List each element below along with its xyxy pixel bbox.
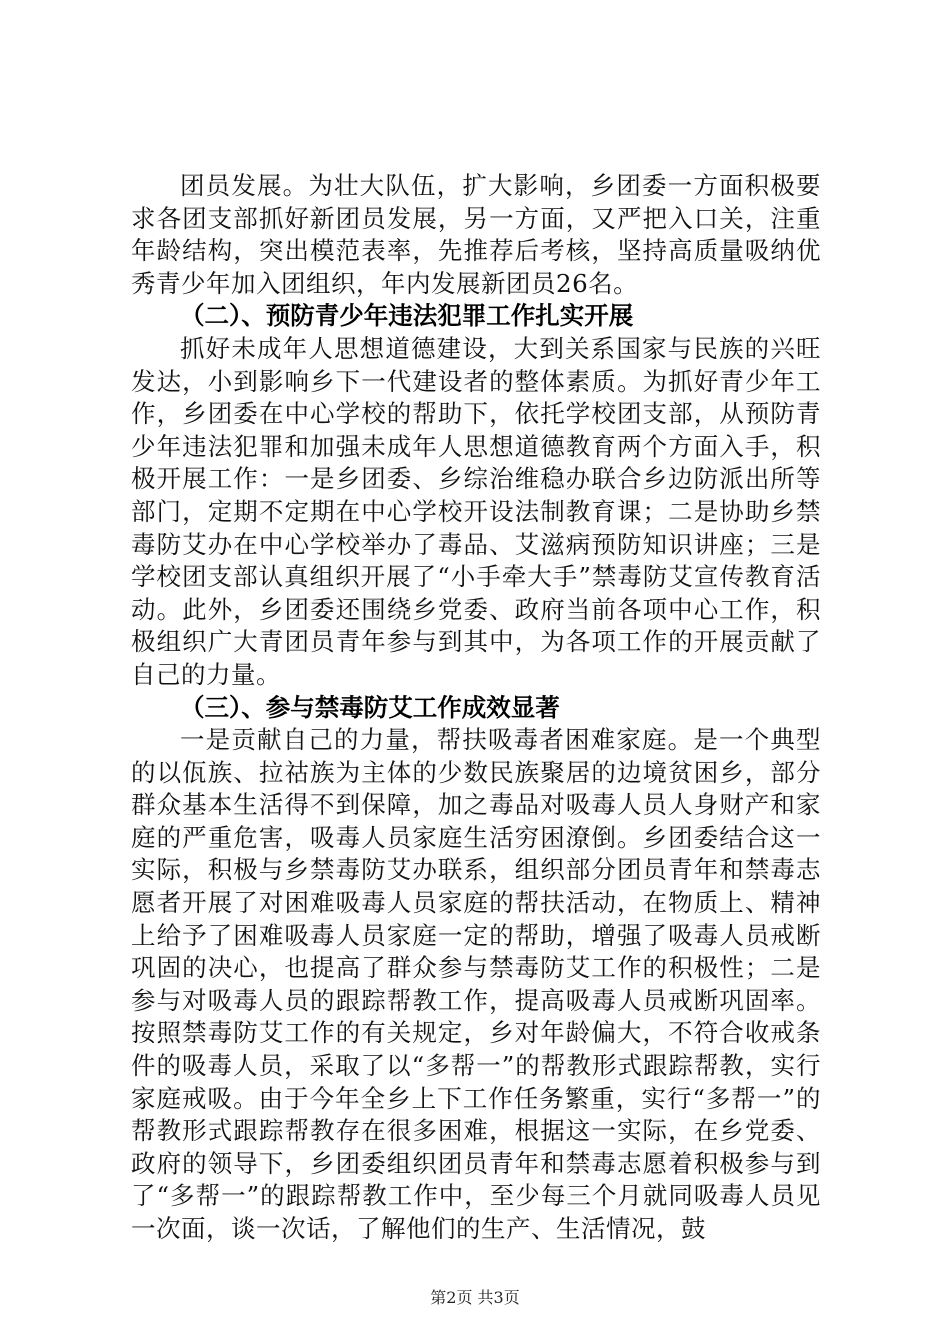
section-heading-crime-prevention: （二）、预防青少年违法犯罪工作扎实开展 bbox=[180, 301, 634, 331]
page-number-footer: 第2页 共3页 bbox=[430, 1288, 520, 1307]
document-body bbox=[131, 170, 821, 1246]
paragraph-member-development: 团员发展。为壮大队伍，扩大影响，乡团委一方面积极要求各团支部抓好新团员发展，另一方面，又严把入口关，注重年龄结构，突出模范表率，先推荐后考核，坚持高质量吸纳优秀青少年加入团组织，年内发展新团员26名。 bbox=[131, 171, 821, 298]
paragraph-drug-aids-work: 一是贡献自己的力量，帮扶吸毒者困难家庭。是一个典型的以佤族、拉祜族为主体的少数民族聚居的边境贫困乡，部分群众基本生活得不到保障，加之毒品对吸毒人员人身财产和家庭的严重危害，吸毒人员家庭生活穷困潦倒。乡团委结合这一实际，积极与乡禁毒防艾办联系，组织部分团员青年和禁毒志愿者开展了对困难吸毒人员家庭的帮扶活动，在物质上、精神上给予了困难吸毒人员家庭一定的帮助，增强了吸毒人员戒断巩固的决心，也提高了群众参与禁毒防艾工作的积极性；二是参与对吸毒人员的跟踪帮教工作，提高吸毒人员戒断巩固率。按照禁毒防艾工作的有关规定，乡对年龄偏大，不符合收戒条件的吸毒人员，采取了以“多帮一”的帮教形式跟踪帮教，实行家庭戒吸。由于今年全乡上下工作任务繁重，实行“多帮一”的帮教形式跟踪帮教存在很多困难，根据这一实际，在乡党委、政府的领导下，乡团委组织团员青年和禁毒志愿着积极参与到了“多帮一”的跟踪帮教工作中，至少每三个月就同吸毒人员见一次面，谈一次话，了解他们的生产、生活情况，鼓 bbox=[131, 725, 821, 1243]
section-heading-drug-aids-work: （三）、参与禁毒防艾工作成效显著 bbox=[180, 692, 560, 722]
paragraph-crime-prevention: 抓好未成年人思想道德建设，大到关系国家与民族的兴旺发达，小到影响乡下一代建设者的整体素质。为抓好青少年工作，乡团委在中心学校的帮助下，依托学校团支部，从预防青少年违法犯罪和加强未成年人思想道德教育两个方面入手，积极开展工作：一是乡团委、乡综治维稳办联合乡边防派出所等部门，定期不定期在中心学校开设法制教育课；二是协助乡禁毒防艾办在中心学校举办了毒品、艾滋病预防知识讲座；三是学校团支部认真组织开展了“小手牵大手”禁毒防艾宣传教育活动。此外，乡团委还围绕乡党委、政府当前各项中心工作，积极组织广大青团员青年参与到其中，为各项工作的开展贡献了自己的力量。 bbox=[131, 333, 821, 689]
